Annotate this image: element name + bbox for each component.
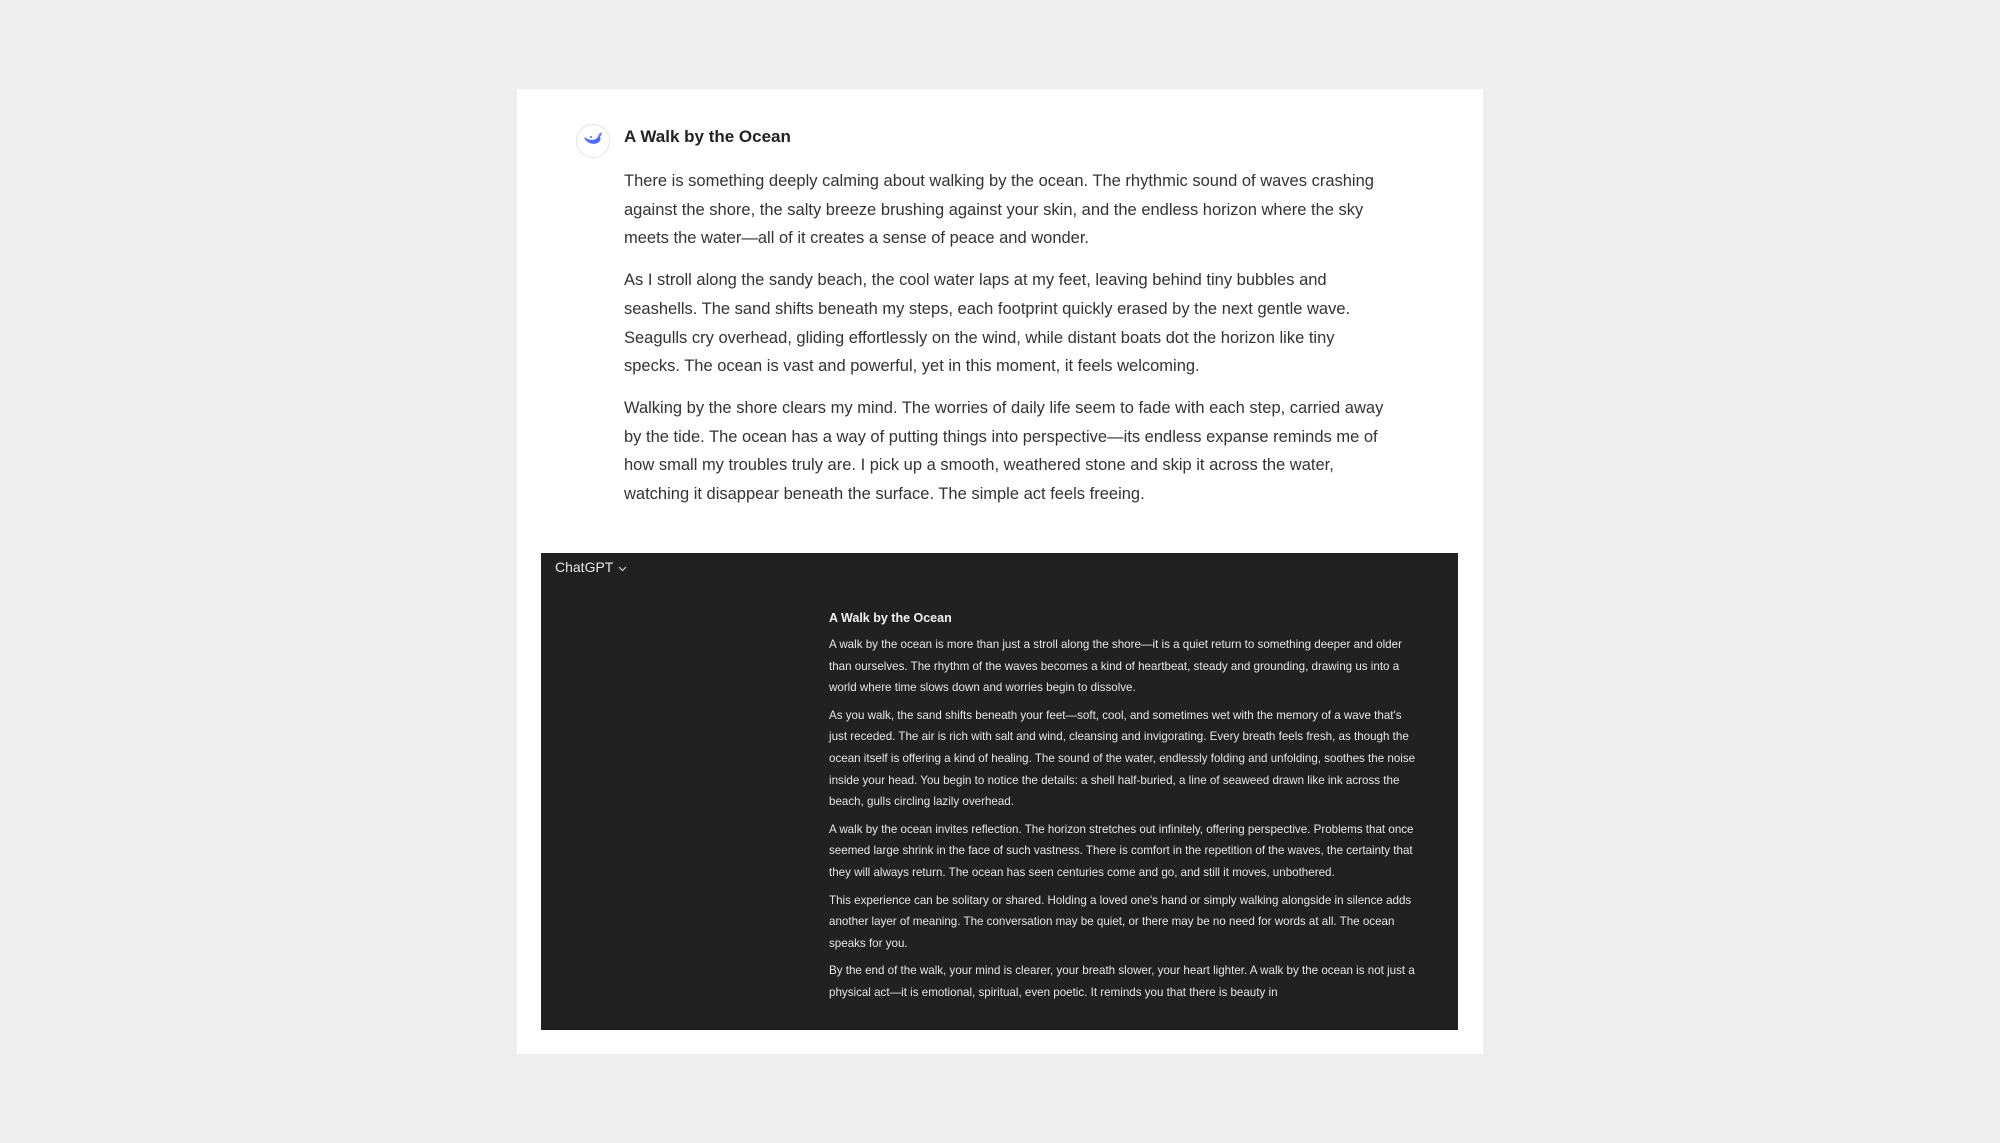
response-body <box>624 167 1394 522</box>
chatgpt-paragraph: As you walk, the sand shifts beneath your feet—soft, cool, and sometimes wet with the memory of a wave that's just receded. The air is rich with salt and wind, cleansing and invigorating. Every breath feels fresh, as though the ocean itself is offering a kind of healing. The sound of the water, endlessly folding and unfolding, soothes the noise inside your head. You begin to notice the details: a shell half-buried, a line of seaweed drawn like ink across the beach, gulls circling lazily overhead. <box>829 708 1416 809</box>
chatgpt-screenshot <box>541 553 1458 1030</box>
chevron-down-icon <box>618 559 627 575</box>
model-label: ChatGPT <box>555 559 614 575</box>
deepseek-avatar <box>576 124 610 158</box>
chatgpt-paragraph: By the end of the walk, your mind is clearer, your breath slower, your heart lighter. A walk by the ocean is not just a physical act—it is emotional, spiritual, even poetic. It reminds you that there is beauty in <box>829 964 1415 999</box>
chatgpt-paragraph: This experience can be solitary or shared. Holding a loved one's hand or simply walking alongside in silence adds another layer of meaning. The conversation may be quiet, or there may be no need for words at all. The ocean speaks for you. <box>829 893 1412 950</box>
model-selector[interactable] <box>555 559 627 575</box>
chatgpt-paragraph: A walk by the ocean invites reflection. The horizon stretches out infinitely, offering perspective. Problems that once seemed large shrink in the face of such vastness. There is comfort in the repetition of the waves, the certainty that they will always return. The ocean has seen centuries come and go, and still it moves, unbothered. <box>829 822 1414 879</box>
chatgpt-response-title: A Walk by the Ocean <box>829 611 952 625</box>
whale-logo-icon <box>582 131 604 152</box>
chatgpt-response <box>829 611 1419 1010</box>
comparison-card <box>517 89 1483 1054</box>
chatgpt-paragraph: A walk by the ocean is more than just a stroll along the shore—it is a quiet return to something deeper and older than ourselves. The rhythm of the waves becomes a kind of heartbeat, steady and grounding, drawing us into a world where time slows down and worries begin to dissolve. <box>829 638 1402 695</box>
response-paragraph: As I stroll along the sandy beach, the cool water laps at my feet, leaving behind tiny bubbles and seashells. The sand shifts beneath my steps, each footprint quickly erased by the next gentle wave. Seagulls cry overhead, gliding effortlessly on the wind, while distant boats dot the horizon like tiny specks. The ocean is vast and powerful, yet in this moment, it feels welcoming. <box>624 271 1351 376</box>
response-title: A Walk by the Ocean <box>624 127 791 146</box>
response-paragraph: Walking by the shore clears my mind. The worries of daily life seem to fade with each step, carried away by the tide. The ocean has a way of putting things into perspective—its endless expanse reminds me of how small my troubles truly are. I pick up a smooth, weathered stone and skip it across the water, watching it disappear beneath the surface. The simple act feels freeing. <box>624 398 1384 504</box>
response-paragraph: There is something deeply calming about walking by the ocean. The rhythmic sound of waves crashing against the shore, the salty breeze brushing against your skin, and the endless horizon where the sky meets the water—all of it creates a sense of peace and wonder. <box>624 172 1374 248</box>
